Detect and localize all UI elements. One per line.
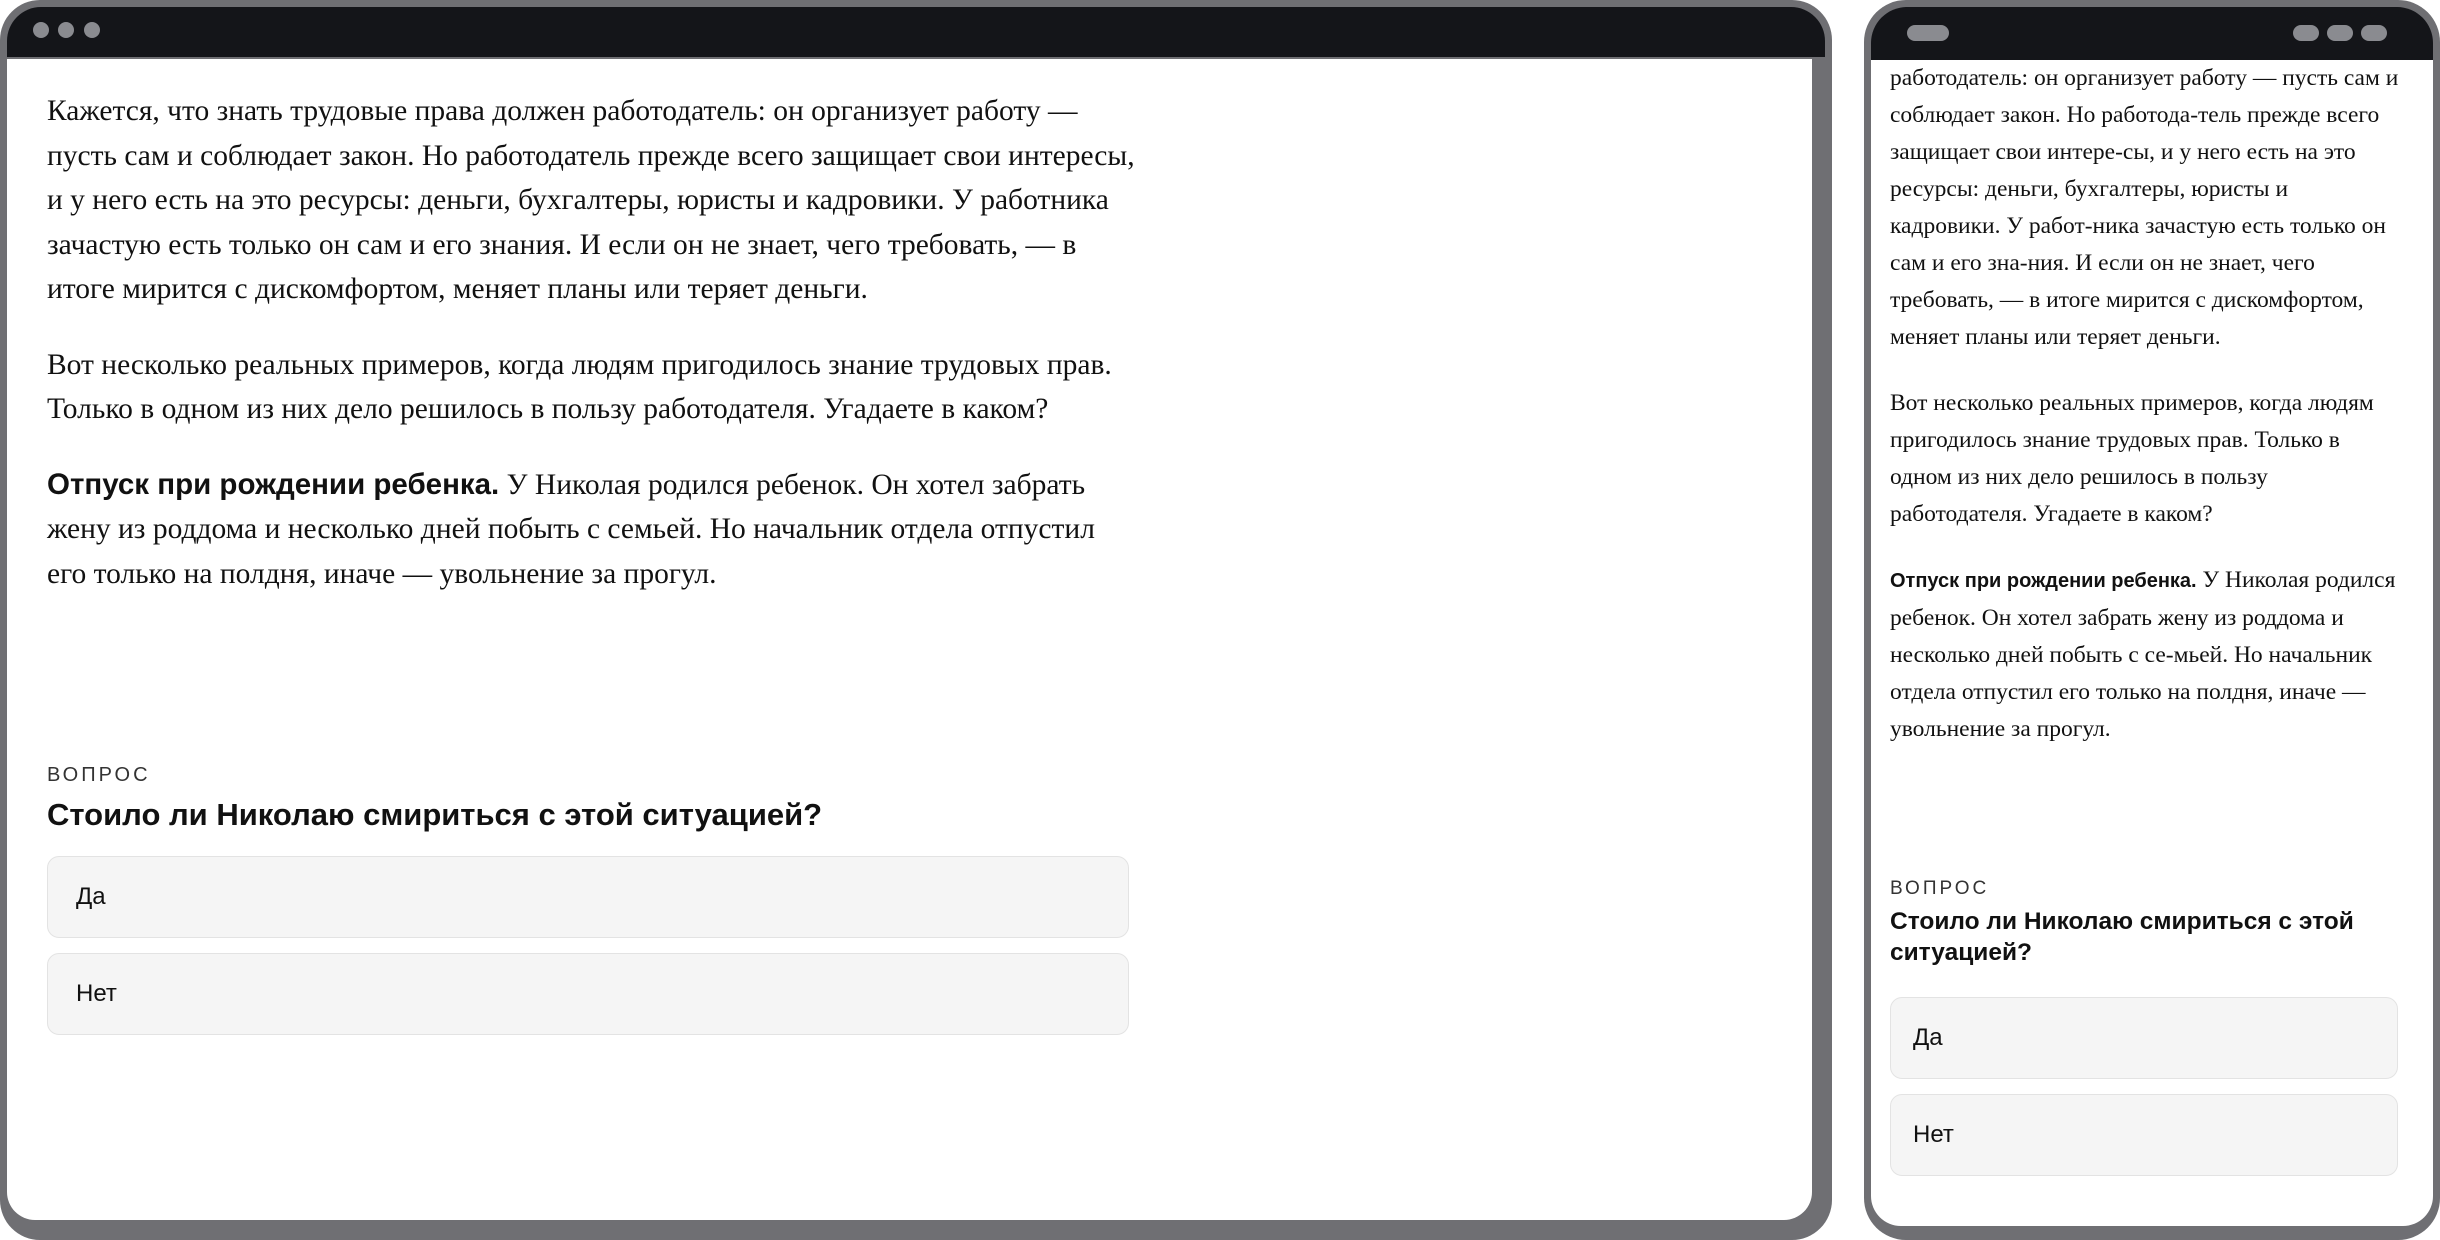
answer-option-no[interactable]: Нет (1890, 1094, 2398, 1176)
article-paragraph (1890, 562, 2400, 748)
mobile-window (1864, 0, 2440, 1240)
mobile-titlebar (1871, 7, 2433, 60)
article-body (47, 89, 1137, 627)
case-heading: Отпуск при рождении ребенка. (47, 467, 500, 501)
case-heading: Отпуск при рождении ребенка. (1890, 570, 2197, 592)
answer-option-yes[interactable]: Да (47, 856, 1129, 938)
mobile-screen (1871, 60, 2433, 1226)
quiz-label: ВОПРОС (47, 764, 151, 786)
answer-option-yes[interactable]: Да (1890, 997, 2398, 1079)
desktop-screen (7, 59, 1812, 1220)
window-dot-icon[interactable] (33, 22, 49, 38)
article-body (1890, 60, 2400, 777)
case-text: У Николая родился ребенок. Он хотел забрать жену из роддома и несколько дней побыть с семьей. Но начальник отдела отпустил его только на полдня, иначе — увольнение за прогул. (47, 468, 1095, 590)
quiz-question: Стоило ли Николаю смириться с этой ситуацией? (1890, 908, 2354, 966)
quiz-label: ВОПРОС (1890, 878, 1990, 899)
article-paragraph: Кажется, что знать трудовые права должен работодатель: он организует работу — пусть сам и соблюдает закон. Но работодатель прежде всего защищает свои интересы, и у него есть на это ресурсы: деньги, бухгалтеры, юристы и кадровики. У работника зачастую есть только он сам и его знания. И если он не знает, чего требовать, — в итоге мирится с дискомфортом, меняет планы или теряет деньги. (47, 95, 1135, 305)
article-paragraph (47, 463, 1137, 597)
quiz-block (1890, 876, 2400, 1176)
quiz-block (47, 761, 1129, 1035)
answer-option-no[interactable]: Нет (47, 953, 1129, 1035)
article-paragraph: Вот несколько реальных примеров, когда людям пригодилось знание трудовых прав. Только в одном из них дело решилось в пользу работодателя. Угадаете в каком? (1890, 390, 2374, 527)
article-paragraph: Вот несколько реальных примеров, когда людям пригодилось знание трудовых прав. Только в одном из них дело решилось в пользу работодателя. Угадаете в каком? (47, 348, 1112, 425)
quiz-question: Стоило ли Николаю смириться с этой ситуацией? (47, 797, 823, 832)
window-pill-icon[interactable] (1907, 25, 1949, 41)
window-pill-icon[interactable] (2293, 25, 2319, 41)
desktop-titlebar (7, 7, 1825, 57)
window-pill-icon[interactable] (2361, 25, 2387, 41)
case-text: У Николая родился ребенок. Он хотел забрать жену из роддома и несколько дней побыть с се-мьей. Но начальник отдела отпустил его только на полдня, иначе — увольнение за прогул. (1890, 567, 2396, 742)
window-dot-icon[interactable] (58, 22, 74, 38)
window-dot-icon[interactable] (84, 22, 100, 38)
article-paragraph: работодатель: он организует работу — пусть сам и соблюдает закон. Но работода-тель прежде всего защищает свои интере-сы, и у него есть на это ресурсы: деньги, бухгалтеры, юристы и кадровики. У работ-ника зачастую есть только он сам и его зна-ния. И если он не знает, чего требовать, — в итоге мирится с дискомфортом, меняет планы или теряет деньги. (1890, 65, 2399, 350)
window-pill-icon[interactable] (2327, 25, 2353, 41)
